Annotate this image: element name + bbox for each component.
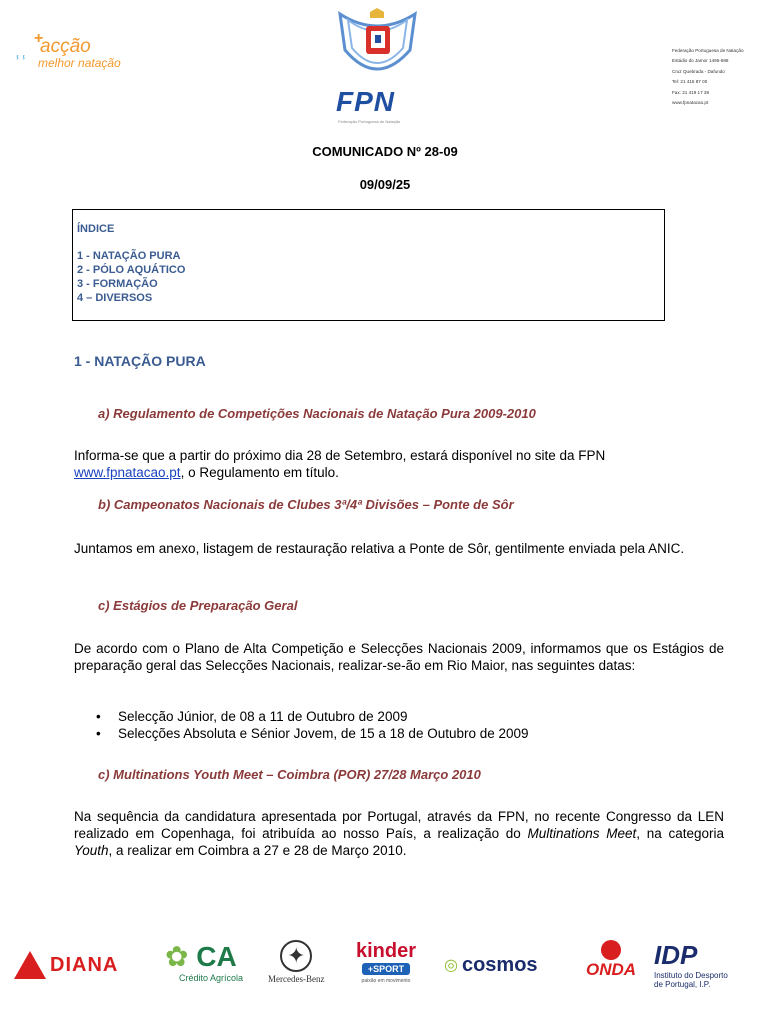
section-heading: 1 - NATAÇÃO PURA (74, 353, 206, 369)
diana-logo (14, 940, 118, 990)
list-item: • Selecção Júnior, de 08 a 11 de Outubro de 2009 (96, 708, 529, 725)
accao-logo (14, 30, 164, 86)
subsection-c-text: De acordo com o Plano de Alta Competição e Selecções Nacionais 2009, informamos que os Estágios de preparação geral das Selecções Nacionais, realizar-se-ão em Rio Maior, nas seguintes datas: (74, 641, 724, 673)
fpn-crest-icon (330, 8, 425, 88)
subsection-b-text: Juntamos em anexo, listagem de restauração relativa a Ponte de Sôr, gentilmente enviada pela ANIC. (74, 541, 685, 556)
address-line: Estádio do Jamor 1495-688 (672, 58, 729, 64)
diana-triangle-icon (14, 951, 46, 979)
subsection-d-title: c) Multinations Youth Meet – Coimbra (POR) 27/28 Março 2010 (98, 767, 481, 782)
index-box (72, 209, 665, 321)
water-drops-icon: ⸯ ⸯ (14, 56, 26, 70)
document-date: 09/09/25 (359, 177, 411, 192)
address-block (672, 46, 764, 108)
idp-subtitle: Instituto do Desporto (654, 971, 728, 980)
index-item: 2 - PÓLO AQUÁTICO (77, 264, 186, 276)
italic-text: Youth (74, 843, 109, 858)
fpn-website-link[interactable]: www.fpnatacao.pt (74, 465, 181, 480)
address-line: www.fpnatacao.pt (672, 100, 709, 106)
italic-text: Multinations Meet (527, 826, 637, 841)
fpn-initials: FPN (336, 86, 395, 117)
ca-logo-subtitle: Crédito Agrícola (179, 973, 244, 983)
cosmos-logo-text: cosmos (461, 953, 538, 976)
cosmos-logo (444, 940, 538, 990)
paragraph-text: , a realizar em Coimbra a 27 e 28 de Março 2010. (108, 843, 407, 858)
paragraph-text: Informa-se que a partir do próximo dia 28 de Setembro, estará disponível no site da FPN (74, 448, 606, 463)
index-item: 3 - FORMAÇÃO (77, 278, 158, 290)
cosmos-swoosh-icon: ◎ (444, 957, 458, 974)
accao-logo-subtitle: melhor natação (38, 56, 121, 70)
bullet-list (96, 708, 529, 742)
address-line: Tel: 21 415 87 00 (672, 79, 708, 85)
idp-subtitle: de Portugal, I.P. (654, 980, 711, 989)
onda-circle-icon (601, 940, 621, 960)
subsection-a-title: a) Regulamento de Competições Nacionais de Natação Pura 2009-2010 (98, 406, 536, 421)
onda-logo-text: ONDA (586, 960, 637, 979)
subsection-b-title: b) Campeonatos Nacionais de Clubes 3ª/4ª Divisões – Ponte de Sôr (98, 497, 514, 512)
kinder-sport-logo (356, 940, 416, 990)
address-line: Fax: 21 419 17 39 (672, 89, 710, 95)
subsection-d-text (74, 808, 724, 859)
subsection-c-title: c) Estágios de Preparação Geral (98, 598, 298, 613)
credito-agricola-logo (165, 940, 243, 990)
kinder-tagline: paixão em movimento (361, 978, 411, 984)
index-heading: ÍNDICE (77, 223, 115, 235)
onda-logo (586, 940, 636, 990)
idp-logo (654, 940, 728, 990)
kinder-logo-text: kinder (356, 940, 417, 962)
paragraph-text: , o Regulamento em título. (180, 465, 339, 480)
kinder-sport-badge: +SPORT (362, 963, 410, 975)
accao-logo-title: acção (40, 36, 91, 57)
document-title: COMUNICADO Nº 28-09 (312, 144, 458, 159)
accao-plus: + (34, 30, 44, 47)
fpn-tagline: Federação Portuguesa de Natação (338, 119, 401, 124)
address-line: Federação Portuguesa de Natação (672, 48, 744, 53)
index-item: 1 - NATAÇÃO PURA (77, 250, 181, 262)
fpn-logo (330, 8, 425, 123)
ca-initials: CA (196, 941, 237, 972)
list-item: • Selecções Absoluta e Sénior Jovem, de 15 a 18 de Outubro de 2009 (96, 725, 529, 742)
idp-logo-text: IDP (654, 940, 698, 970)
paragraph-text: , na categoria (636, 826, 724, 841)
ca-logo-text: ✿ CA (165, 941, 237, 972)
mercedes-logo-text: Mercedes-Benz (268, 974, 325, 984)
mercedes-star-icon: ✦ (280, 940, 312, 972)
subsection-a-text (74, 447, 724, 481)
index-item: 4 – DIVERSOS (77, 292, 153, 304)
paragraph-text: Na sequência da candidatura apresentada por Portugal, através da FPN, no recente Congresso da LEN realizado em Copenhaga, foi atribuída ao nosso País, a realização do (74, 809, 724, 841)
diana-logo-text: DIANA (50, 953, 119, 976)
address-line: Cruz Quebrada - Dafundo (672, 68, 725, 74)
mercedes-logo (268, 940, 324, 990)
